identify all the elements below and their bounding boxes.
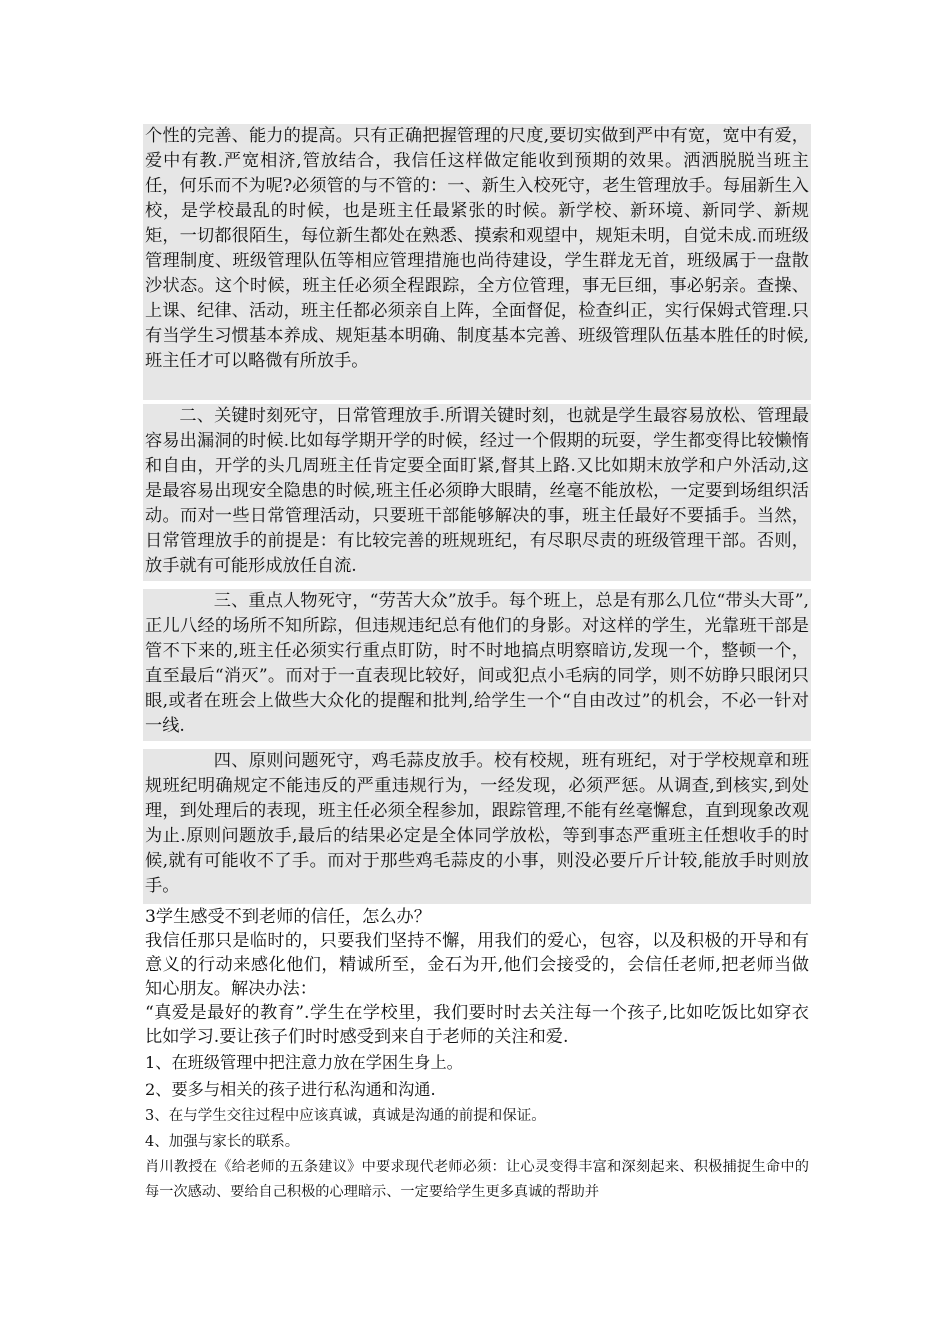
- paragraph-key-moments: 二、关键时刻死守，日常管理放手.所谓关键时刻，也就是学生最容易放松、管理最容易出漏洞的时候.比如每学期开学的时候，经过一个假期的玩耍，学生都变得比较懒惰和自由，开学的头几周班主任肯定要全面盯紧,督其上路.又比如期末放学和户外活动,这是最容易出现安全隐患的时候,班主任必须睁大眼睛，丝毫不能放松，一定要到场组织活动。而对一些日常管理活动，只要班干部能够解决的事，班主任最好不要插手。当然，日常管理放手的前提是：有比较完善的班规班纪，有尽职尽责的班级管理干部。否则，放手就有可能形成放任自流.: [143, 404, 811, 581]
- list-item: 4、加强与家长的联系。: [145, 1134, 300, 1150]
- list-item: 2、要多与相关的孩子进行私沟通和沟通.: [145, 1080, 436, 1099]
- section-heading: 3学生感受不到老师的信任，怎么办？: [145, 907, 431, 927]
- list-item: 1、在班级管理中把注意力放在学困生身上。: [145, 1053, 463, 1072]
- section-quote: “真爱是最好的教育”.学生在学校里，我们要时时去关注每一个孩子,比如吃饭比如穿衣比如学习.要让孩子们时时感受到来自于老师的关注和爱.: [145, 1003, 809, 1047]
- document-body: [143, 124, 811, 1205]
- paragraph-principles: 四、原则问题死守，鸡毛蒜皮放手。校有校规，班有班纪，对于学校规章和班规班纪明确规定不能违反的严重违规行为，一经发现，必须严惩。从调查,到核实,到处理，到处理后的表现，班主任必须全程参加，跟踪管理,不能有丝毫懈怠，直到现象改观为止.原则问题放手,最后的结果必定是全体同学放松，等到事态严重班主任想收手的时候,就有可能收不了手。而对于那些鸡毛蒜皮的小事，则没必要斤斤计较,能放手时则放手。: [143, 749, 811, 904]
- section-intro: 我信任那只是临时的，只要我们坚持不懈，用我们的爱心，包容，以及积极的开导和有意义的行动来感化他们，精诚所至，金石为开,他们会接受的，会信任老师,把老师当做知心朋友。解决办法：: [145, 931, 809, 999]
- paragraph-new-students: 个性的完善、能力的提高。只有正确把握管理的尺度,要切实做到严中有宽，宽中有爱，爱中有教.严宽相济,管放结合，我信任这样做定能收到预期的效果。洒洒脱脱当班主任，何乐而不为呢?必须管的与不管的：一、新生入校死守，老生管理放手。每届新生入校，是学校最乱的时候，也是班主任最紧张的时候。新学校、新环境、新同学、新规矩，一切都很陌生，每位新生都处在熟悉、摸索和观望中，规矩未明，自觉未成.而班级管理制度、班级管理队伍等相应管理措施也尚待建设，学生群龙无首，班级属于一盘散沙状态。这个时候，班主任必须全程跟踪，全方位管理，事无巨细，事必躬亲。查操、上课、纪律、活动，班主任都必须亲自上阵，全面督促，检查纠正，实行保姆式管理.只有当学生习惯基本养成、规矩基本明确、制度基本完善、班级管理队伍基本胜任的时候,班主任才可以略微有所放手。: [143, 124, 811, 400]
- paragraph-key-people: 三、重点人物死守，“劳苦大众”放手。每个班上，总是有那么几位“带头大哥”,正儿八经的场所不知所踪，但违规违纪总有他们的身影。对这样的学生，光靠班干部是管不下来的,班主任必须实行重点盯防，时不时地搞点明察暗访,发现一个，整顿一个，直至最后“消灭”。而对于一直表现比较好，间或犯点小毛病的同学，则不妨睁只眼闭只眼,或者在班会上做些大众化的提醒和批判,给学生一个“自由改过”的机会，不必一针对一线.: [143, 589, 811, 741]
- closing-paragraph: 肖川教授在《给老师的五条建议》中要求现代老师必须：让心灵变得丰富和深刻起来、积极捕捉生命中的每一次感动、要给自己积极的心理暗示、一定要给学生更多真诚的帮助并: [145, 1159, 809, 1200]
- list-item: 3、在与学生交往过程中应该真诚，真诚是沟通的前提和保证。: [145, 1108, 546, 1124]
